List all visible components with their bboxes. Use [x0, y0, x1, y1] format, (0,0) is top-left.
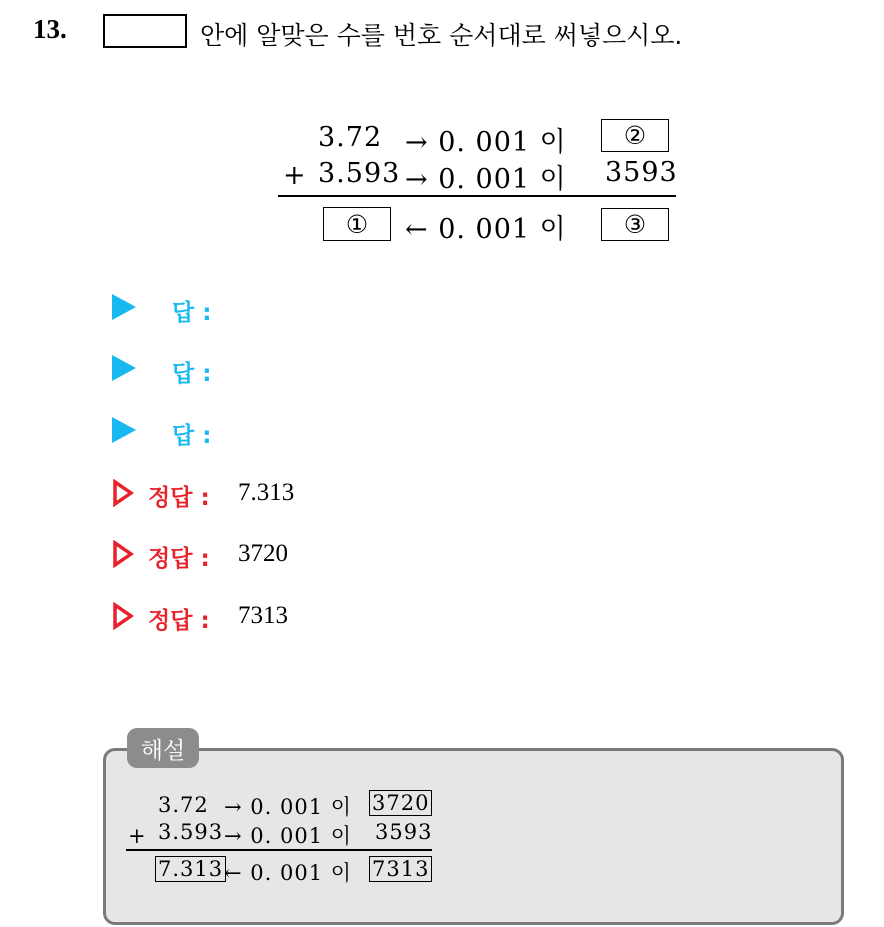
calc-row1-number: 3.72	[318, 122, 383, 153]
ex-row2-value: 3593	[375, 820, 433, 844]
calc-row2-text: → 0. 001 이	[405, 164, 567, 195]
ex-row2-number: 3.593	[158, 820, 224, 844]
explanation-tag: 해설	[127, 728, 199, 768]
ex-row1-number: 3.72	[158, 793, 209, 817]
correct-value: 3720	[238, 540, 288, 567]
outline-arrow-icon	[112, 479, 134, 507]
play-arrow-icon	[112, 417, 136, 443]
outline-arrow-icon	[112, 540, 134, 568]
calc-row2-value: 3593	[605, 157, 678, 188]
blank-box-icon	[103, 14, 187, 48]
answer-label: 답 :	[172, 423, 212, 449]
ex-row2-text: → 0. 001 이	[224, 824, 353, 848]
calc-sum-line	[278, 195, 676, 197]
play-arrow-icon	[112, 355, 136, 381]
correct-label: 정답 :	[148, 485, 210, 511]
question-text: 안에 알맞은 수를 번호 순서대로 써넣으시오.	[200, 21, 683, 50]
correct-label: 정답 :	[148, 608, 210, 634]
correct-label: 정답 :	[148, 546, 210, 572]
outline-arrow-icon	[112, 602, 134, 630]
calc-row3-text: ← 0. 001 이	[405, 214, 567, 245]
ex-sum-line	[126, 849, 432, 851]
question-number: 13.	[33, 14, 67, 44]
ex-row1-text: → 0. 001 이	[224, 795, 353, 819]
calc-blank-1: ①	[323, 207, 391, 241]
ex-row3-box1: 7.313	[155, 856, 226, 882]
calc-blank-2: ②	[601, 119, 669, 152]
ex-row3-text: ← 0. 001 이	[224, 861, 353, 885]
answer-label: 답 :	[172, 300, 212, 326]
calc-row2-number: 3.593	[318, 158, 401, 189]
correct-value: 7313	[238, 602, 288, 629]
calc-row1-text: → 0. 001 이	[405, 127, 567, 158]
play-arrow-icon	[112, 294, 136, 320]
ex-row3-box3: 7313	[369, 856, 432, 882]
correct-value: 7.313	[238, 479, 295, 506]
ex-row1-box: 3720	[369, 790, 432, 816]
calc-plus-sign: +	[283, 160, 307, 191]
calc-blank-3: ③	[601, 208, 669, 241]
answer-label: 답 :	[172, 361, 212, 387]
ex-plus-sign: +	[128, 824, 147, 848]
